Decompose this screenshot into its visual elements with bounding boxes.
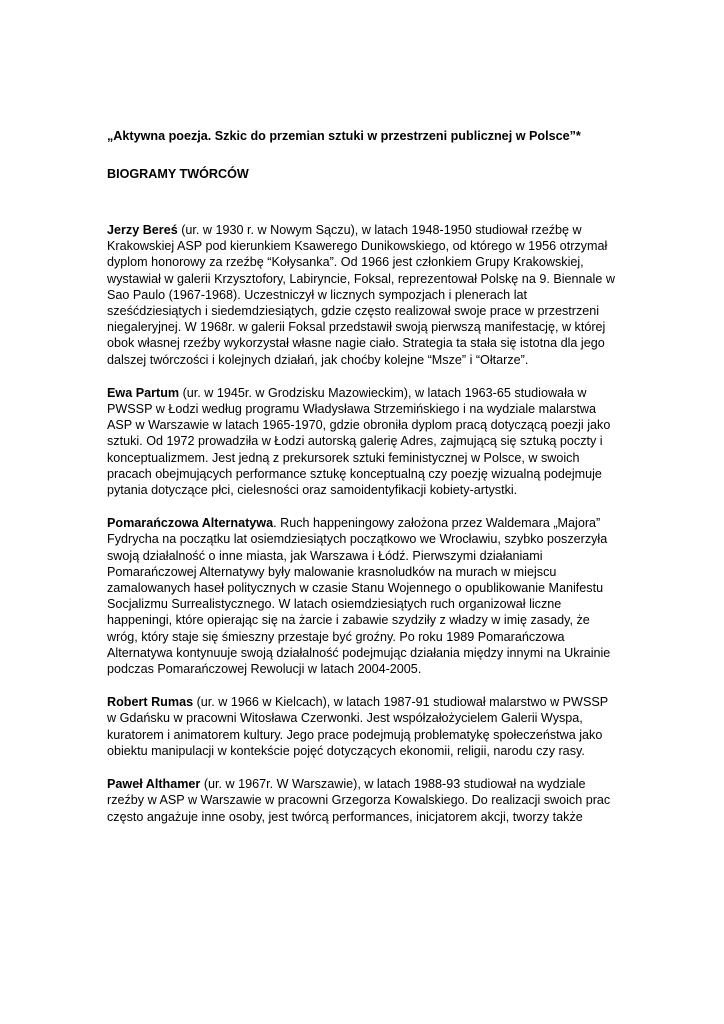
artist-name: Jerzy Bereś	[107, 223, 178, 237]
artist-name: Ewa Partum	[107, 385, 180, 400]
biography-paragraph	[107, 222, 619, 368]
biography-text: (ur. w 1945r. w Grodzisku Mazowieckim), w latach 1963-65 studiowała w PWSSP w Łodzi według programu Władysława Strzemińskiego i na wydziale malarstwa ASP w Warszawie w latach 1965-1970, gdzie obroniła dyplom pracą dotyczącą poezji jako sztuki. Od 1972 prowadziła w Łodzi autorską galerię Adres, zajmującą się sztuką poczty i konceptualizmem. Jest jedną z prekursorek sztuki feministycznej w Polsce, w swoich pracach obejmujących performance sztukę konceptualną czy poezję wizualną podejmuje pytania dotyczące płci, cielesności oraz samoidentyfikacji kobiety-artystki.	[107, 385, 611, 498]
artist-name: Pomarańczowa Alternatywa	[107, 516, 274, 531]
section-heading: BIOGRAMY TWÓRCÓW	[107, 167, 249, 181]
biography-paragraph	[107, 515, 619, 677]
biography-paragraph	[107, 694, 619, 759]
artist-name: Robert Rumas	[107, 695, 194, 710]
biography-text: (ur. w 1967r. W Warszawie), w latach 1988-93 studiował na wydziale rzeźby w ASP w Warszawie w pracowni Grzegorza Kowalskiego. Do realizacji swoich prac często angażuje inne osoby, jest twórcą performances, inicjatorem akcji, tworzy także	[107, 777, 611, 824]
biography-text: . Ruch happeningowy założona przez Waldemara „Majora” Fydrycha na początku lat osiemdziesiątych początkowo we Wrocławiu, szybko poszerzyła swoją działalność o inne miasta, jak Warszawa i Łódź. Pierwszymi działaniami Pomarańczowej Alternatywy były malowanie krasnoludków na murach w miejscu zamalowanych haseł politycznych w czasie Stanu Wojennego o opublikowanie Manifestu Socjalizmu Surrealistycznego. W latach osiemdziesiątych ruch organizował liczne happeningi, które opierając się na żarcie i zabawie szydziły z władzy w imię zasady, że wróg, który staje się śmieszny przestaje być groźny. Po roku 1989 Pomarańczowa Alternatywa kontynuuje swoją działalność podejmując działania między innymi na Ukrainie podczas Pomarańczowej Rewolucji w latach 2004-2005.	[107, 516, 611, 677]
biography-text: (ur. w 1966 w Kielcach), w latach 1987-91 studiował malarstwo w PWSSP w Gdańsku w pracowni Witosława Czerwonki. Jest współzałożycielem Galerii Wyspa, kuratorem i animatorem kultury. Jego prace podejmują problematykę społeczeństwa jako obiektu manipulacji w kontekście pojęć dotyczących ekonomii, religii, narodu czy rasy.	[107, 695, 608, 758]
biography-paragraph	[107, 385, 619, 498]
document-content	[107, 128, 619, 825]
document-title: „Aktywna poezja. Szkic do przemian sztuki w przestrzeni publicznej w Polsce”*	[107, 129, 581, 143]
biography-text: (ur. w 1930 r. w Nowym Sączu), w latach 1948-1950 studiował rzeźbę w Krakowskiej ASP pod kierunkiem Ksawerego Dunikowskiego, od którego w 1956 otrzymał dyplom honorowy za rzeźbę “Kołysanka”. Od 1966 jest członkiem Grupy Krakowskiej, wystawiał w galerii Krzysztofory, Labiryncie, Foksal, reprezentował Polskę na 9. Biennale w Sao Paulo (1967-1968). Uczestniczył w licznych sympozjach i plenerach lat sześćdziesiątych i siedemdziesiątych, gdzie często realizował swoje prace w przestrzeni niegaleryjnej. W 1968r. w galerii Foksal przedstawił swoją pierwszą manifestację, w której obok własnej rzeźby wykorzystał własne nagie ciało. Strategia ta stała się istotna dla jego dalszej twórczości i kolejnych działań, jak choćby kolejne “Msze” i “Ołtarze”.	[107, 223, 615, 367]
biography-paragraph	[107, 776, 619, 825]
artist-name: Paweł Althamer	[107, 777, 201, 792]
